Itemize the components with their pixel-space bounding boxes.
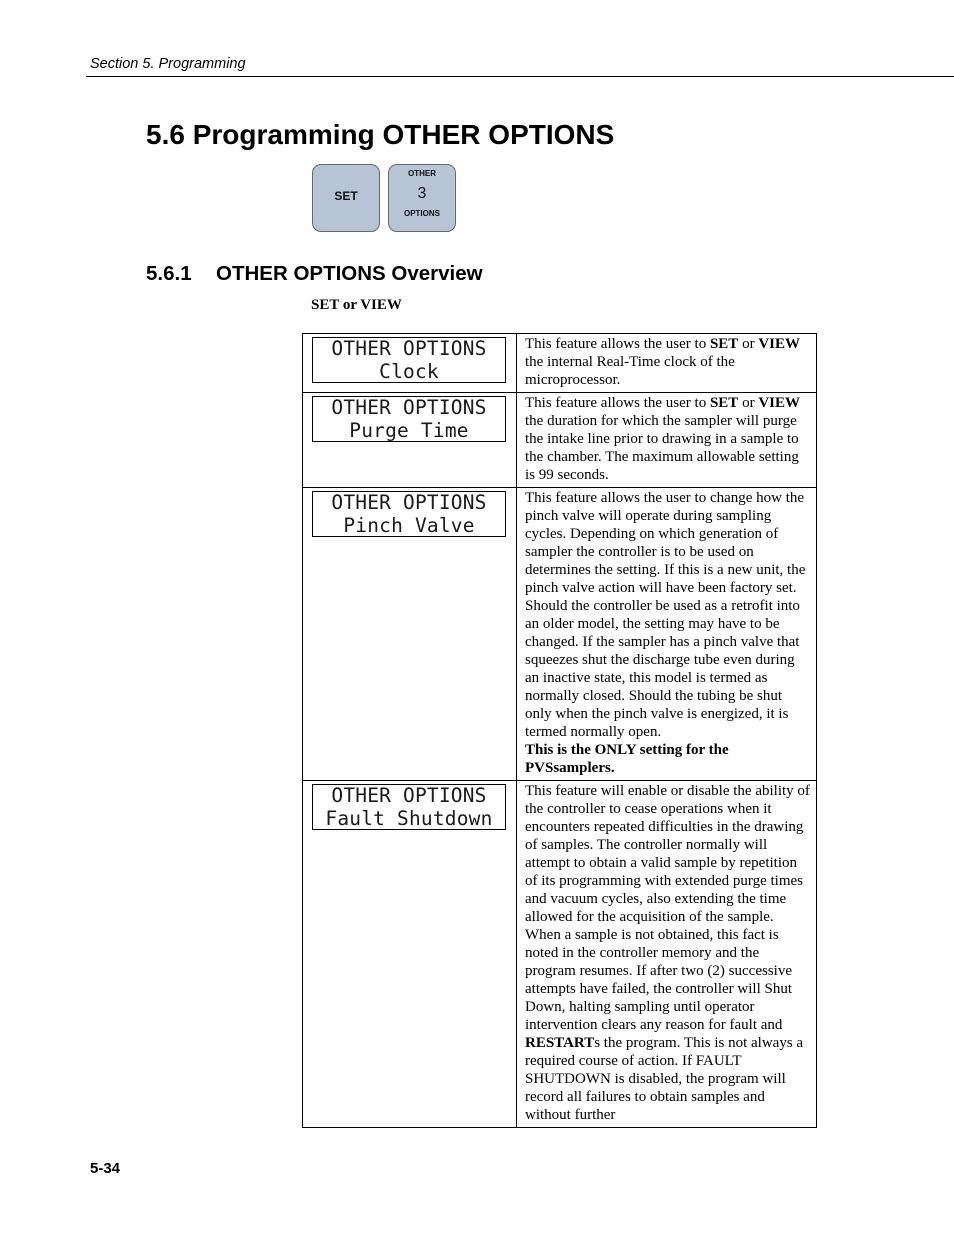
description-cell <box>517 393 817 488</box>
desc-text: the duration for which the sampler will purge the intake line prior to drawing in a sample to the chamber. The maximum allowable setting is 99 seconds. <box>525 413 799 483</box>
lcd-cell <box>303 393 517 488</box>
subsection-heading <box>146 262 483 286</box>
lcd-line-1: OTHER OPTIONS <box>331 337 487 360</box>
desc-text: or <box>738 395 759 411</box>
lcd-cell <box>303 781 517 1128</box>
description-cell <box>517 488 817 781</box>
description-cell <box>517 334 817 393</box>
desc-bold: VIEW <box>758 395 800 411</box>
lcd-display-pinch-valve <box>312 491 506 537</box>
desc-bold: VIEW <box>758 336 800 352</box>
lcd-line-2: Pinch Valve <box>343 513 475 537</box>
subsection-title: OTHER OPTIONS Overview <box>216 262 483 285</box>
page-number: 5-34 <box>90 1160 121 1177</box>
section-title: 5.6 Programming OTHER OPTIONS <box>146 119 615 150</box>
lcd-line-2: Fault Shutdown <box>325 806 493 830</box>
options-table <box>302 333 817 1128</box>
desc-bold: This is the ONLY setting for the PVSsamplers. <box>525 742 729 776</box>
other-key-number: 3 <box>417 185 427 202</box>
desc-text: s the program. This is not always a required course of action. If FAULT SHUTDOWN is disabled, the program will record all failures to obtain samples and without further <box>525 1035 804 1123</box>
set-key <box>312 164 380 232</box>
lcd-line-1: OTHER OPTIONS <box>331 396 487 419</box>
desc-text: This feature allows the user to <box>525 336 710 352</box>
desc-bold: SET <box>709 336 739 352</box>
other-key-bottom-label: OPTIONS <box>403 209 440 218</box>
lcd-line-1: OTHER OPTIONS <box>331 491 487 514</box>
table-row <box>303 334 817 393</box>
header-rule <box>86 76 954 77</box>
running-header: Section 5. Programming <box>90 56 246 72</box>
desc-bold: RESTART <box>525 1035 595 1051</box>
table-row <box>303 781 817 1128</box>
table-row <box>303 393 817 488</box>
desc-text: This feature allows the user to <box>525 395 710 411</box>
lcd-line-1: OTHER OPTIONS <box>331 784 487 807</box>
desc-text: This feature allows the user to change how the pinch valve will operate during sampling cycles. Depending on which generation of sampler the controller is to be used on determines the setting. If this is a new unit, the pinch valve action will have been factory set. Should the controller be used as a retrofit into an older model, the setting may have to be changed. If the sampler has a pinch valve that squeezes shut the discharge tube even during an inactive state, this model is termed as normally closed. Should the tubing be shut only when the pinch valve is energized, it is termed normally open. <box>525 490 806 740</box>
desc-text: or <box>738 336 759 352</box>
lcd-display-purge-time <box>312 396 506 442</box>
desc-bold: SET <box>709 395 739 411</box>
other-key-top-label: OTHER <box>408 169 436 178</box>
lcd-display-fault-shutdown <box>312 784 506 830</box>
desc-text: the internal Real-Time clock of the microprocessor. <box>525 354 735 388</box>
desc-text: This feature will enable or disable the ability of the controller to cease operations when it encounters repeated difficulties in the drawing of samples. The controller normally will attempt to obtain a valid sample by repetition of its programming with extended purge times and vacuum cycles, also extending the time allowed for the acquisition of the sample. When a sample is not obtained, this fact is noted in the controller memory and the program resumes. If after two (2) successive attempts have failed, the controller will Shut Down, halting sampling until operator intervention clears any reason for fault and <box>525 783 810 1033</box>
lcd-cell <box>303 334 517 393</box>
set-key-label: SET <box>334 189 358 203</box>
table-row <box>303 488 817 781</box>
other-options-key <box>388 164 456 232</box>
lcd-display-clock <box>312 337 506 383</box>
lcd-line-2: Clock <box>379 359 439 383</box>
lcd-line-2: Purge Time <box>349 418 469 442</box>
lcd-cell <box>303 488 517 781</box>
description-cell <box>517 781 817 1128</box>
set-or-view-label: SET or VIEW <box>311 297 402 313</box>
subsection-number: 5.6.1 <box>146 262 192 285</box>
